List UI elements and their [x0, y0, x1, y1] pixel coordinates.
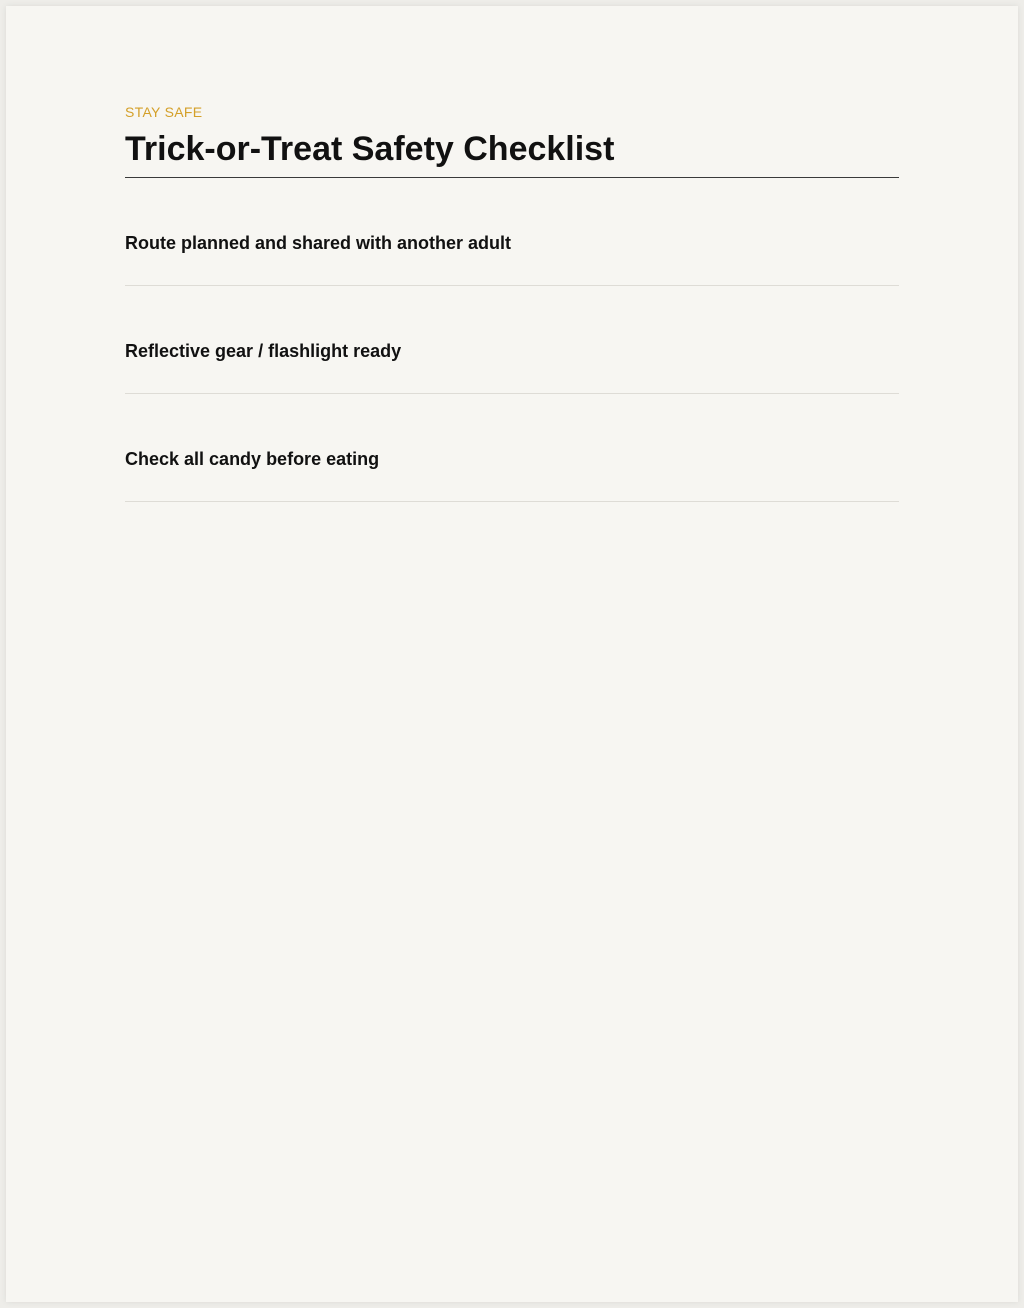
page-title: Trick-or-Treat Safety Checklist [125, 130, 615, 168]
section-eyebrow: STAY SAFE [125, 104, 203, 120]
checklist-item [125, 394, 899, 502]
safety-checklist [125, 178, 899, 502]
document-page [6, 6, 1018, 1302]
checklist-item [125, 178, 899, 286]
checklist-item-label: Route planned and shared with another adult [125, 233, 512, 253]
checklist-item-label: Check all candy before eating [125, 449, 380, 469]
checklist-item-label: Reflective gear / flashlight ready [125, 341, 402, 361]
checklist-item [125, 286, 899, 394]
